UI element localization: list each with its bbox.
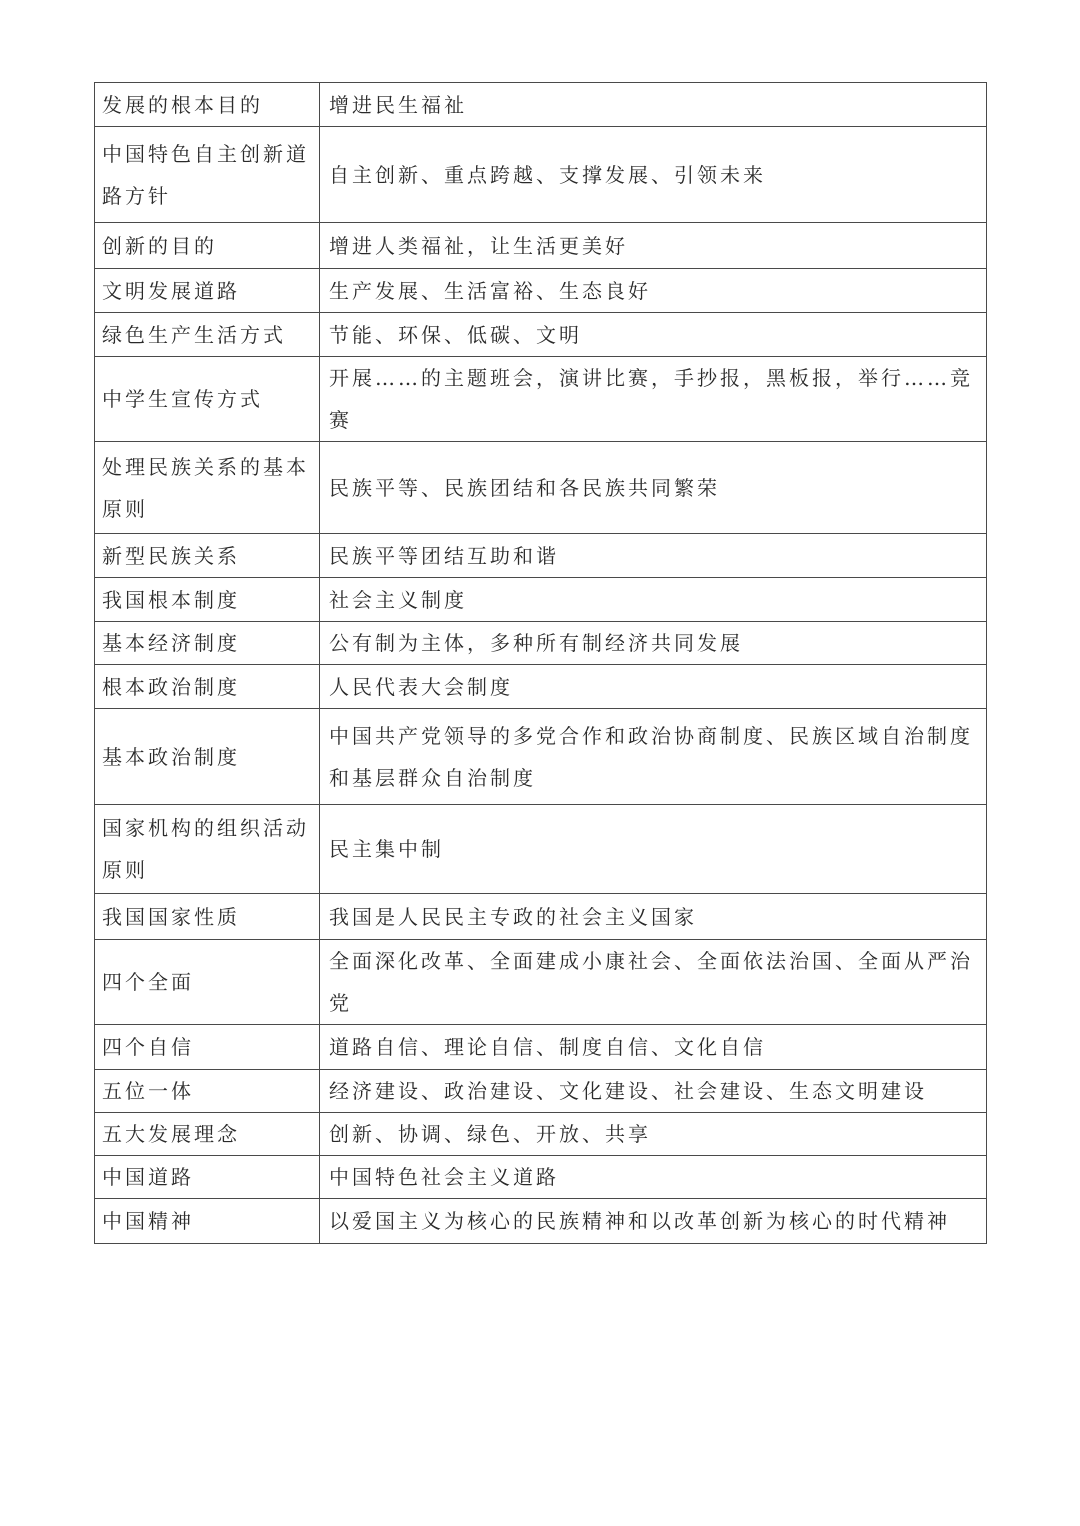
definition-cell: 增进民生福祉 bbox=[320, 83, 987, 127]
definition-cell: 民族平等、民族团结和各民族共同繁荣 bbox=[320, 442, 987, 534]
term-cell: 绿色生产生活方式 bbox=[95, 313, 320, 357]
table-row bbox=[95, 1199, 987, 1244]
term-cell: 中学生宣传方式 bbox=[95, 357, 320, 442]
definition-cell: 公有制为主体，多种所有制经济共同发展 bbox=[320, 622, 987, 665]
term-cell: 四个自信 bbox=[95, 1025, 320, 1070]
definition-cell: 中国共产党领导的多党合作和政治协商制度、民族区域自治制度和基层群众自治制度 bbox=[320, 709, 987, 805]
term-cell: 中国精神 bbox=[95, 1199, 320, 1244]
definition-cell: 民主集中制 bbox=[320, 805, 987, 894]
table-row bbox=[95, 223, 987, 269]
definition-cell: 社会主义制度 bbox=[320, 578, 987, 622]
table-row bbox=[95, 442, 987, 534]
definition-cell: 经济建设、政治建设、文化建设、社会建设、生态文明建设 bbox=[320, 1070, 987, 1113]
term-cell: 基本经济制度 bbox=[95, 622, 320, 665]
table-row bbox=[95, 578, 987, 622]
table-row bbox=[95, 127, 987, 223]
term-cell: 我国根本制度 bbox=[95, 578, 320, 622]
table-row bbox=[95, 83, 987, 127]
definition-cell: 增进人类福祉，让生活更美好 bbox=[320, 223, 987, 269]
knowledge-table-sheet bbox=[94, 82, 986, 1244]
knowledge-table bbox=[94, 82, 987, 1244]
table-row bbox=[95, 534, 987, 578]
table-row bbox=[95, 709, 987, 805]
definition-cell: 全面深化改革、全面建成小康社会、全面依法治国、全面从严治党 bbox=[320, 940, 987, 1025]
term-cell: 中国道路 bbox=[95, 1156, 320, 1199]
definition-cell: 以爱国主义为核心的民族精神和以改革创新为核心的时代精神 bbox=[320, 1199, 987, 1244]
table-row bbox=[95, 894, 987, 940]
term-cell: 我国国家性质 bbox=[95, 894, 320, 940]
term-cell: 五大发展理念 bbox=[95, 1113, 320, 1156]
term-cell: 新型民族关系 bbox=[95, 534, 320, 578]
definition-cell: 节能、环保、低碳、文明 bbox=[320, 313, 987, 357]
term-cell: 根本政治制度 bbox=[95, 665, 320, 709]
definition-cell: 民族平等团结互助和谐 bbox=[320, 534, 987, 578]
table-row bbox=[95, 1070, 987, 1113]
definition-cell: 开展……的主题班会，演讲比赛，手抄报，黑板报，举行……竞赛 bbox=[320, 357, 987, 442]
table-row bbox=[95, 1113, 987, 1156]
definition-cell: 我国是人民民主专政的社会主义国家 bbox=[320, 894, 987, 940]
table-row bbox=[95, 269, 987, 313]
term-cell: 文明发展道路 bbox=[95, 269, 320, 313]
table-row bbox=[95, 805, 987, 894]
table-row bbox=[95, 665, 987, 709]
term-cell: 基本政治制度 bbox=[95, 709, 320, 805]
term-cell: 国家机构的组织活动原则 bbox=[95, 805, 320, 894]
definition-cell: 创新、协调、绿色、开放、共享 bbox=[320, 1113, 987, 1156]
definition-cell: 道路自信、理论自信、制度自信、文化自信 bbox=[320, 1025, 987, 1070]
term-cell: 发展的根本目的 bbox=[95, 83, 320, 127]
table-row bbox=[95, 1156, 987, 1199]
term-cell: 五位一体 bbox=[95, 1070, 320, 1113]
term-cell: 创新的目的 bbox=[95, 223, 320, 269]
table-row bbox=[95, 313, 987, 357]
table-row bbox=[95, 1025, 987, 1070]
table-body bbox=[95, 83, 987, 1244]
table-row bbox=[95, 357, 987, 442]
definition-cell: 中国特色社会主义道路 bbox=[320, 1156, 987, 1199]
term-cell: 中国特色自主创新道路方针 bbox=[95, 127, 320, 223]
table-row bbox=[95, 940, 987, 1025]
term-cell: 处理民族关系的基本原则 bbox=[95, 442, 320, 534]
term-cell: 四个全面 bbox=[95, 940, 320, 1025]
definition-cell: 生产发展、生活富裕、生态良好 bbox=[320, 269, 987, 313]
definition-cell: 人民代表大会制度 bbox=[320, 665, 987, 709]
table-row bbox=[95, 622, 987, 665]
definition-cell: 自主创新、重点跨越、支撑发展、引领未来 bbox=[320, 127, 987, 223]
